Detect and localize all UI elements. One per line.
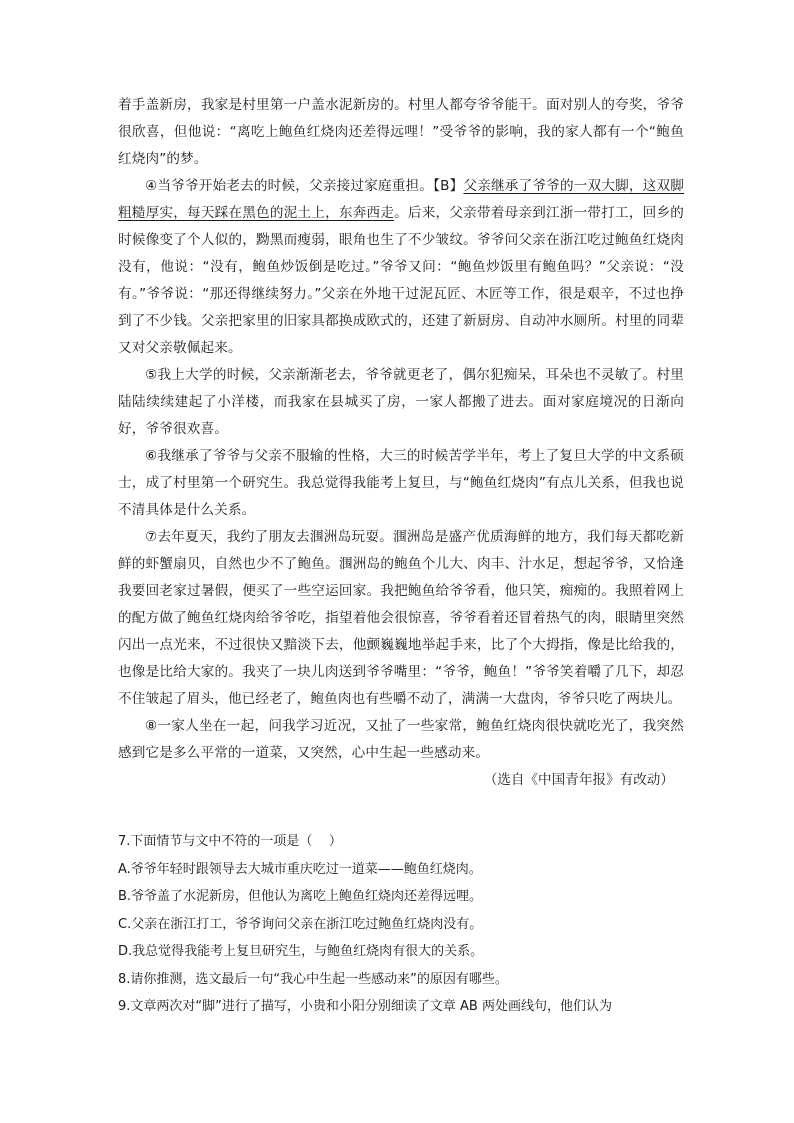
questions-section — [118, 828, 684, 1021]
question-7-option-c: C.父亲在浙江打工，爷爷询问父亲在浙江吃过鲍鱼红烧肉没有。 — [118, 916, 483, 932]
underlined-sentence-b: 父亲继承了爷爷的一双大脚，这双脚粗糙厚实，每天踩在黑色的泥土上，东奔西走 — [118, 178, 684, 221]
paragraph-5: ⑤我上大学的时候，父亲渐渐老去，爷爷就更老了，偶尔犯痴呆，耳朵也不灵敏了。村里陆陆续续建起了小洋楼，而我家在县城买了房，一家人都搬了进去。面对家庭境况的日渐向好，爷爷很欢喜。 — [118, 367, 684, 437]
question-9: 9.文章两次对“脚”进行了描写，小贵和小阳分别细读了文章 AB 两处画线句，他们认为 — [118, 999, 612, 1014]
paragraph-intro: 着手盖新房，我家是村里第一户盖水泥新房的。村里人都夸爷爷能干。面对别人的夸奖，爷爷很欣喜，但他说：“离吃上鲍鱼红烧肉还差得远哩！”受爷爷的影响，我的家人都有一个“鲍鱼红烧肉”的梦。 — [118, 97, 684, 167]
paragraph-7: ⑦去年夏天，我约了朋友去涠洲岛玩耍。涠洲岛是盛产优质海鲜的地方，我们每天都吃新鲜的虾蟹扇贝，自然也少不了鲍鱼。涠洲岛的鲍鱼个儿大、肉丰、汁水足，想起爷爷，又恰逢我要回老家过暑假，便买了一些空运回家。我把鲍鱼给爷爷看，他只笑，痴痴的。我照着网上的配方做了鲍鱼红烧肉给爷爷吃，指望着他会很惊喜，爷爷看着还冒着热气的肉，眼睛里突然闪出一点光来，不过很快又黯淡下去，他颤巍巍地举起手来，比了个大拇指，像是比给我的，也像是比给大家的。我夹了一块儿肉送到爷爷嘴里：“爷爷，鲍鱼！”爷爷笑着嚼了几下，却忍不住皱起了眉头，他已经老了，鲍鱼肉也有些嚼不动了，满满一大盘肉，爷爷只吃了两块儿。 — [118, 529, 684, 707]
question-7-option-d: D.我总觉得我能考上复旦研究生，与鲍鱼红烧肉有很大的关系。 — [118, 944, 484, 959]
source-citation: （选自《中国青年报》有改动） — [483, 772, 674, 788]
reading-passage — [118, 92, 684, 794]
question-8: 8.请你推测，选文最后一句“我心中生起一些感动来”的原因有哪些。 — [118, 971, 508, 987]
paragraph-8: ⑧一家人坐在一起，问我学习近况，又扯了一些家常，鲍鱼红烧肉很快就吃光了，我突然感到它是多么平常的一道菜，又突然，心中生起一些感动来。 — [118, 718, 684, 761]
question-7-option-b: B.爷爷盖了水泥新房，但他认为离吃上鲍鱼红烧肉还差得远哩。 — [118, 889, 483, 904]
question-7-option-a: A.爷爷年轻时跟领导去大城市重庆吃过一道菜——鲍鱼红烧肉。 — [118, 861, 482, 877]
paragraph-4 — [118, 173, 684, 362]
question-7-stem: 7.下面情节与文中不符的一项是（ ） — [118, 834, 342, 849]
paragraph-4-rest: 。后来，父亲带着母亲到江浙一带打工，回乡的时候像变了个人似的，黝黑而瘦弱，眼角也生了不少皱纹。爷爷问父亲在浙江吃过鲍鱼红烧肉没有，他说：“没有，鲍鱼炒饭倒是吃过。”爷爷又问：“鲍鱼炒饭里有鲍鱼吗？”父亲说：“没有。”爷爷说：“那还得继续努力。”父亲在外地干过泥瓦匠、木匠等工作，很是艰辛，不过也挣到了不少钱。父亲把家里的旧家具都换成欧式的，还建了新厨房、自动冲水厕所。村里的同辈又对父亲敬佩起来。 — [118, 205, 684, 356]
paragraph-6: ⑥我继承了爷爷与父亲不服输的性格，大三的时候苦学半年，考上了复旦大学的中文系硕士，成了村里第一个研究生。我总觉得我能考上复旦，与“鲍鱼红烧肉”有点儿关系，但我也说不清具体是什么关系。 — [118, 448, 684, 518]
paragraph-4-prefix: ④当爷爷开始老去的时候，父亲接过家庭重担。【B】 — [145, 178, 464, 194]
